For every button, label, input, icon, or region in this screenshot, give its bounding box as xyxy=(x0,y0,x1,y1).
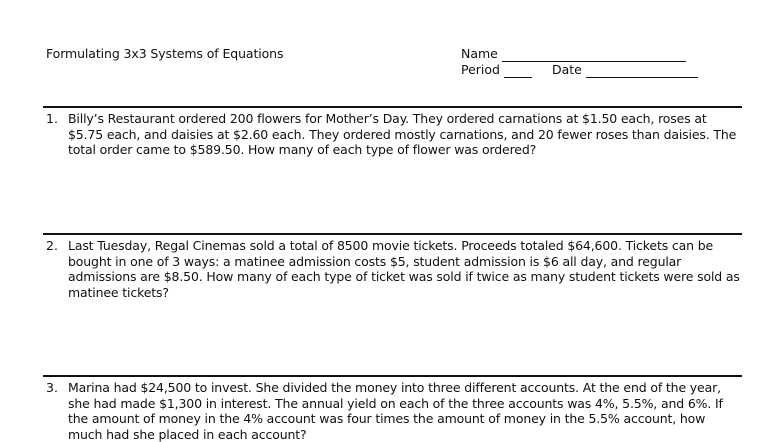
divider-question-1 xyxy=(43,106,742,108)
question-2 xyxy=(46,238,742,300)
name-blank-line xyxy=(502,49,686,62)
name-field-row xyxy=(461,46,698,62)
divider-question-2 xyxy=(43,233,742,235)
period-date-row xyxy=(461,62,698,78)
period-label: Period xyxy=(461,62,500,77)
divider-question-3 xyxy=(43,375,742,377)
page-title: Formulating 3x3 Systems of Equations xyxy=(46,46,284,61)
question-text: Billy’s Restaurant ordered 200 flowers for Mother’s Day. They ordered carnations at $1.50 each, roses at $5.75 each, and daisies at $2.60 each. They ordered mostly carnations, and 20 fewer roses than daisies. The total order came to $589.50. How many of each type of flower was ordered? xyxy=(68,111,737,158)
date-label: Date xyxy=(551,62,582,77)
question-number: 1. xyxy=(46,111,58,126)
question-1 xyxy=(46,111,742,158)
period-blank-line xyxy=(504,65,532,78)
question-number: 3. xyxy=(46,380,58,395)
question-text: Marina had $24,500 to invest. She divided the money into three different accounts. At the end of the year, she had made $1,300 in interest. The annual yield on each of the three accounts was 4%, 5.5%, and 6%. If the amount of money in the 4% account was four times the amount of money in the 5.5% account, how much had she placed in each account? xyxy=(68,380,723,442)
student-info-fields xyxy=(461,46,698,78)
name-label: Name xyxy=(461,46,498,61)
question-3 xyxy=(46,380,742,442)
question-text: Last Tuesday, Regal Cinemas sold a total of 8500 movie tickets. Proceeds totaled $64,600. Tickets can be bought in one of 3 ways: a matinee admission costs $5, student admission is $6 all day, and regular admissions are $8.50. How many of each type of ticket was sold if twice as many student tickets were sold as matinee tickets? xyxy=(68,238,740,300)
question-number: 2. xyxy=(46,238,58,253)
date-blank-line xyxy=(586,65,698,78)
